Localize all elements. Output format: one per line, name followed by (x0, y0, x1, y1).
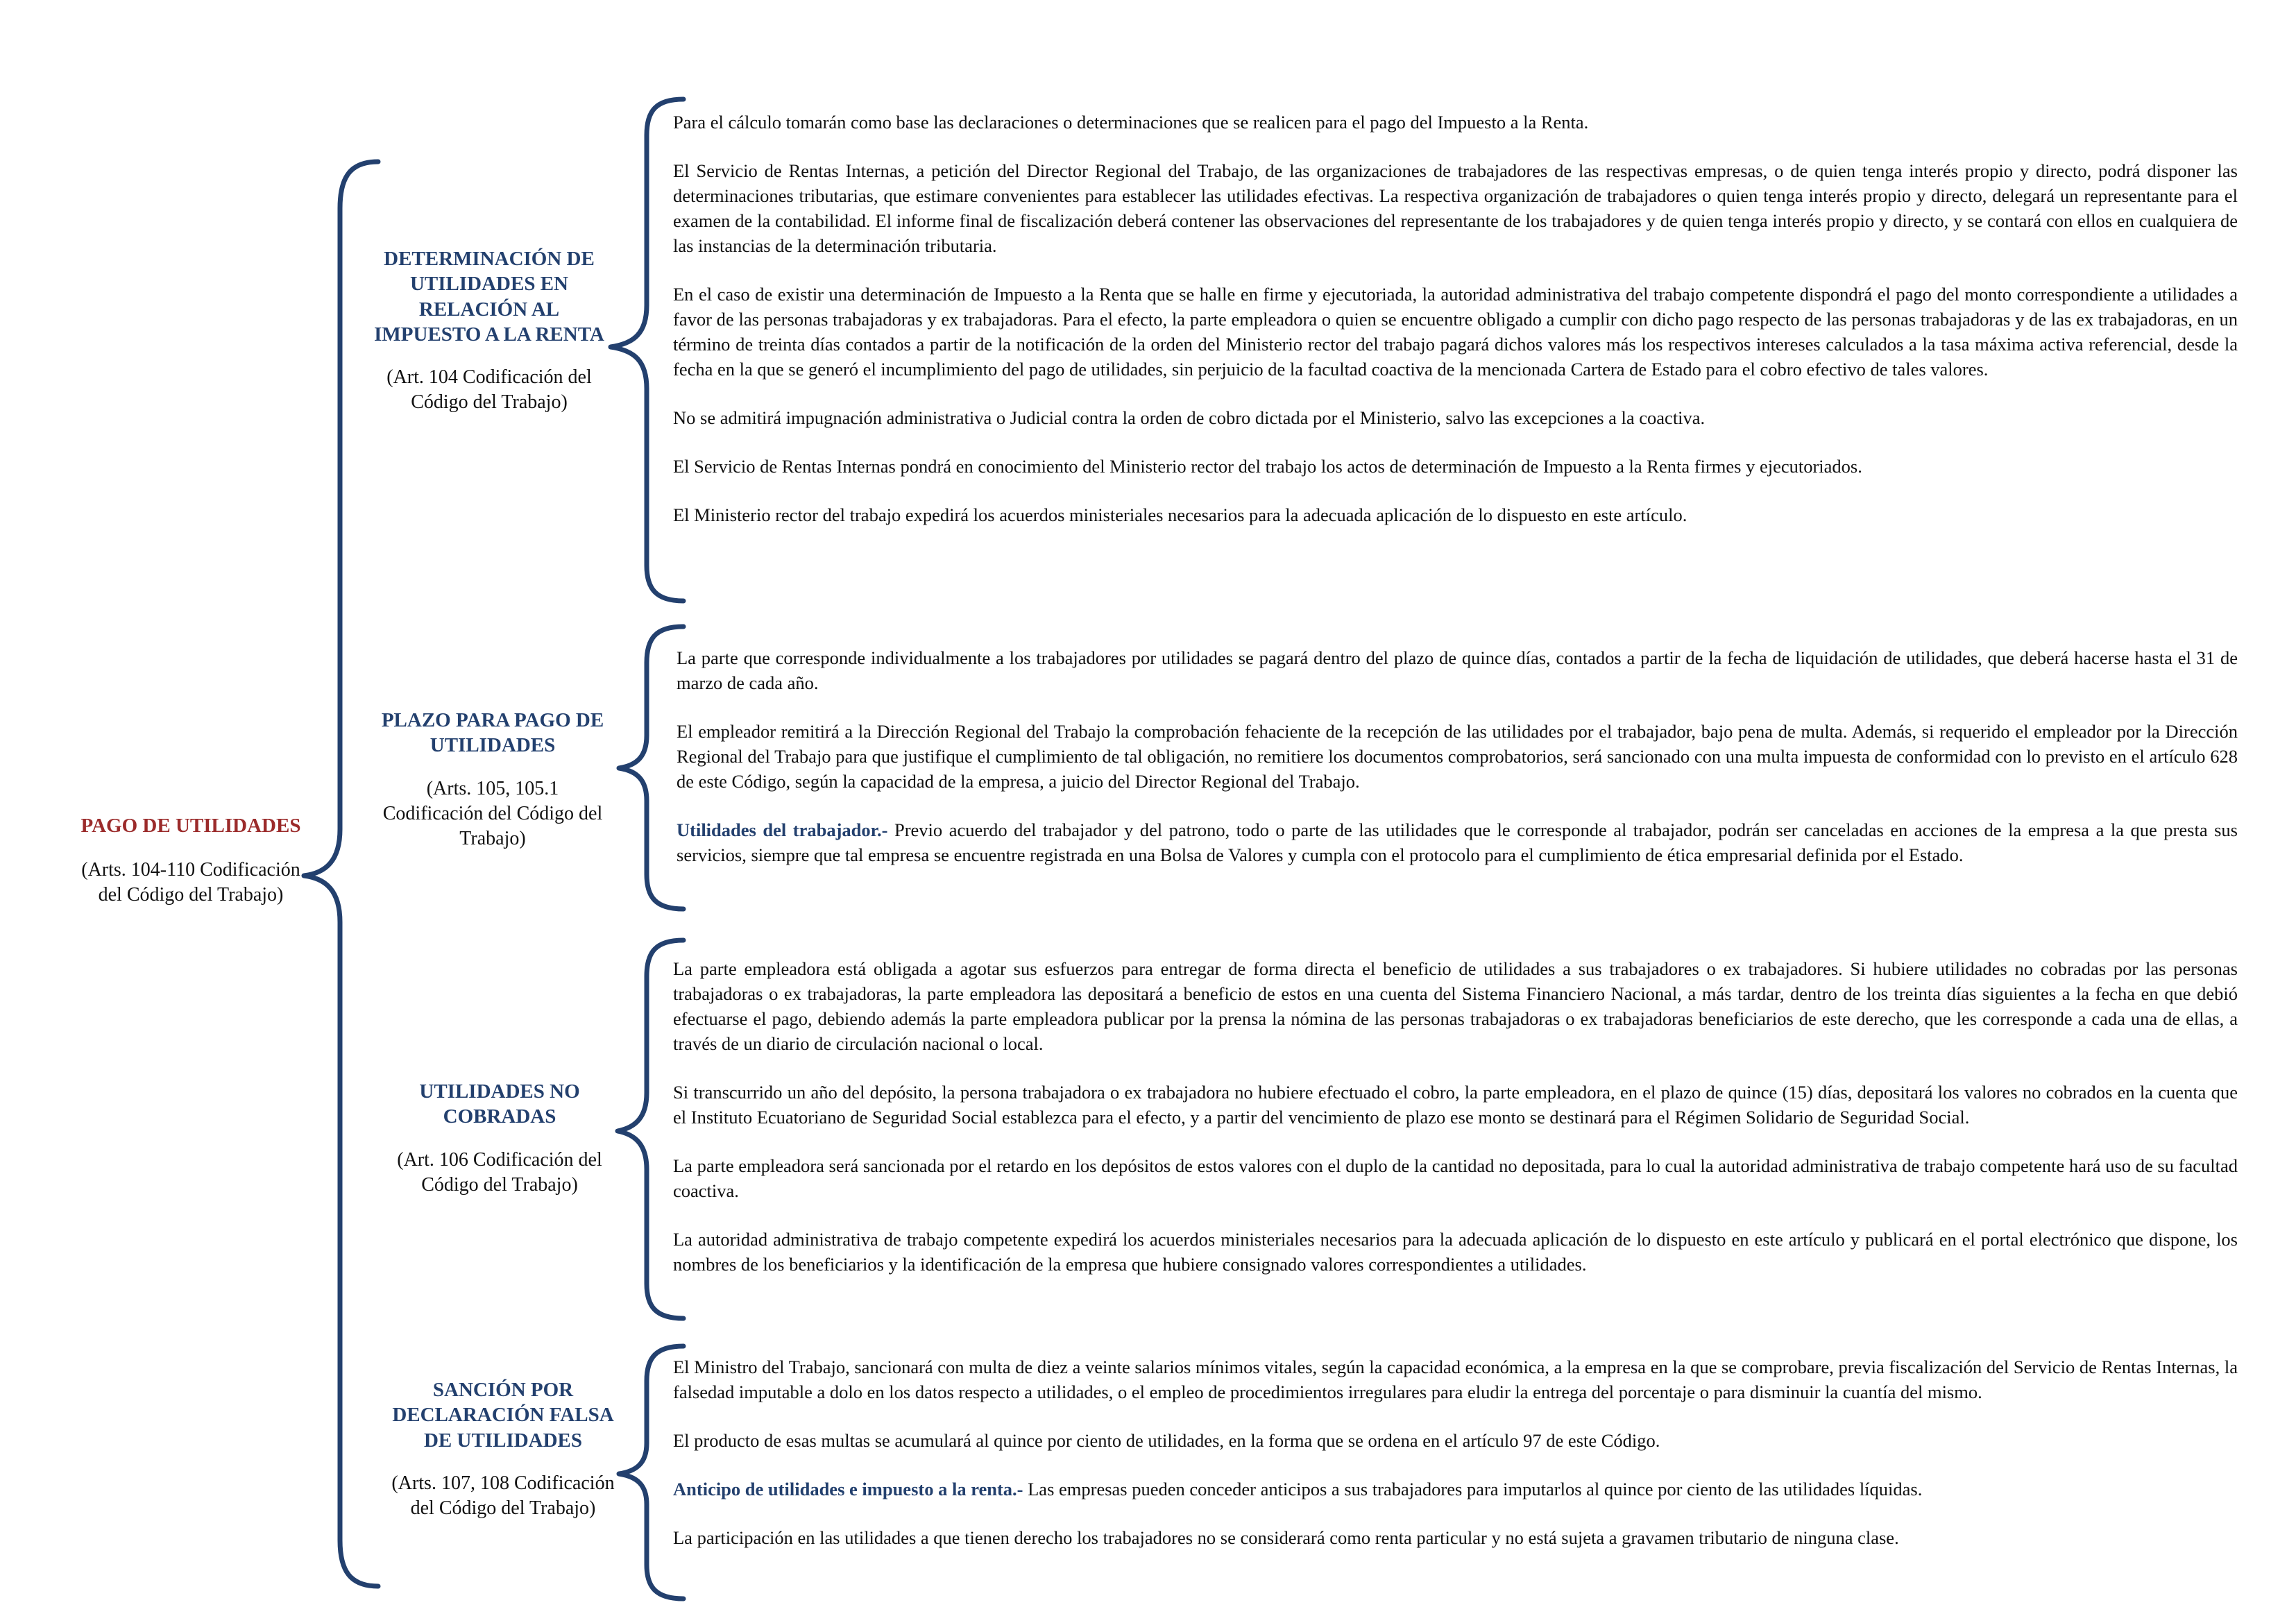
section-4-title: SANCIÓN POR DECLARACIÓN FALSA DE UTILIDADES (392, 1379, 614, 1452)
section-3-ref: (Art. 106 Codificación del Código del Trabajo) (397, 1148, 602, 1196)
root-ref: (Arts. 104-110 Codificación del Código del Trabajo) (81, 858, 300, 906)
section-3-label (385, 1079, 614, 1198)
paragraph: La parte empleadora está obligada a agotar sus esfuerzos para entregar de forma directa el beneficio de utilidades a sus trabajadores o ex trabajadores. Si hubiere utilidades no cobradas por las personas trabajadoras o ex trabajadoras, la parte empleadora las depositará a beneficio de estos en una cuenta del Sistema Financiero Nacional, a más tardar, dentro de los treinta días siguientes a la fecha en que debió efectuarse el pago, debiendo además la parte empleadora publicar por la prensa la nómina de las personas trabajadoras o ex trabajadoras beneficiarios de este derecho, que les corresponde a cada una de ellas, a través de un diario de circulación nacional o local. (673, 958, 2238, 1054)
paragraph: Si transcurrido un año del depósito, la persona trabajadora o ex trabajadora no hubiere efectuado el cobro, la parte empleadora, en el plazo de quince (15) días, depositará los valores no cobrados en la cuenta que el Instituto Ecuatoriano de Seguridad Social establezca para el efecto, y a partir del vencimiento de plazo ese monto se destinará para el Régimen Solidario de Seguridad Social. (673, 1082, 2238, 1128)
paragraph: No se admitirá impugnación administrativa o Judicial contra la orden de cobro dictada por el Ministerio, salvo las excepciones a la coactiva. (673, 407, 1706, 428)
paragraph: El empleador remitirá a la Dirección Regional del Trabajo la comprobación fehaciente de la recepción de las utilidades por el trabajador, bajo pena de multa. Además, si requerido el empleador por la Dirección Regional del Trabajo para que justifique el cumplimiento de tal obligación, no remitiere los documentos comprobatorios, será sancionado con una multa impuesta de conformidad con lo previsto en el artículo 628 de este Código, según la capacidad de la empresa, a juicio del Director Regional del Trabajo. (677, 721, 2238, 792)
section-2-label (378, 708, 607, 852)
root-title: PAGO DE UTILIDADES (80, 815, 301, 837)
section-2-ref: (Arts. 105, 105.1 Codificación del Código del Trabajo) (382, 777, 603, 850)
paragraph: El Servicio de Rentas Internas pondrá en conocimiento del Ministerio rector del trabajo los actos de determinación de Impuesto a la Renta firmes y ejecutoriados. (673, 456, 1862, 477)
paragraph: En el caso de existir una determinación de Impuesto a la Renta que se halle en firme y ejecutoriada, la autoridad administrativa del trabajo competente dispondrá el pago del monto correspondiente a utilidades a favor de las personas trabajadoras y ex trabajadoras. Para el efecto, la parte empleadora o quien se encuentre obligado a cumplir con dicho pago respecto de las personas trabajadoras y de las ex trabajadoras, en un término de treinta días contados a partir de la notificación de la orden del Ministerio rector del trabajo pagará dichos valores más los respectivos intereses calculados a la tasa máxima activa referencial, desde la fecha en la que se generó el incumplimiento del pago de utilidades, sin perjuicio de la facultad coactiva de la mencionada Cartera de Estado para el cobro efectivo de tales valores. (673, 284, 2238, 380)
paragraph: El Ministro del Trabajo, sancionará con multa de diez a veinte salarios mínimos vitales, según la capacidad económica, a la empresa en la que se comprobare, previa fiscalización del Servicio de Rentas Internas, la falsedad imputable a dolo en los datos respecto a utilidades, o el empleo de procedimientos irregulares para eludir la entrega del porcentaje o para disminuir la cuantía del mismo. (673, 1357, 2238, 1402)
section-1-title: DETERMINACIÓN DE UTILIDADES EN RELACIÓN AL IMPUESTO A LA RENTA (374, 248, 604, 346)
root-node (73, 813, 309, 908)
section-3-paragraphs (673, 956, 2238, 1277)
section-4-paragraphs (673, 1354, 2238, 1550)
section-4-label (389, 1377, 618, 1522)
paragraph: La participación en las utilidades a que tienen derecho los trabajadores no se considerará como renta particular y no está sujeta a gravamen tributario de ninguna clase. (673, 1527, 1899, 1548)
section-2-title: PLAZO PARA PAGO DE UTILIDADES (381, 709, 604, 757)
paragraph: El Ministerio rector del trabajo expedirá los acuerdos ministeriales necesarios para la adecuada aplicación de lo dispuesto en este artículo. (673, 504, 1687, 525)
section-2-brace (619, 627, 683, 909)
paragraph: El producto de esas multas se acumulará al quince por ciento de utilidades, en la forma que se ordena en el artículo 97 de este Código. (673, 1430, 1660, 1451)
paragraph: La parte que corresponde individualmente a los trabajadores por utilidades se pagará dentro del plazo de quince días, contados a partir de la fecha de liquidación de utilidades, que deberá hacerse hasta el 31 de marzo de cada año. (677, 647, 2238, 693)
paragraph: La autoridad administrativa de trabajo competente expedirá los acuerdos ministeriales necesarios para la adecuada aplicación de lo dispuesto en este artículo y publicará en el portal electrónico que dispone, los nombres de los beneficiarios y la identificación de la empresa que hubiere consignado valores correspondientes a utilidades. (673, 1229, 2238, 1275)
section-1-ref: (Art. 104 Codificación del Código del Trabajo) (386, 366, 592, 414)
paragraph: Para el cálculo tomarán como base las declaraciones o determinaciones que se realicen para el pago del Impuesto a la Renta. (673, 112, 1589, 133)
paragraph: Anticipo de utilidades e impuesto a la renta.- Las empresas pueden conceder anticipos a sus trabajadores para imputarlos al quince por ciento de las utilidades líquidas. (673, 1479, 1923, 1499)
paragraph: La parte empleadora será sancionada por el retardo en los depósitos de estos valores con el duplo de la cantidad no depositada, para lo cual la autoridad administrativa de trabajo competente hará uso de su facultad coactiva. (673, 1155, 2238, 1201)
root-brace (304, 162, 378, 1586)
section-2-paragraphs (677, 645, 2238, 867)
section-1-paragraphs (673, 110, 2238, 527)
section-4-ref: (Arts. 107, 108 Codificación del Código del Trabajo) (391, 1472, 615, 1520)
section-3-title: UTILIDADES NO COBRADAS (419, 1080, 580, 1128)
paragraph: Utilidades del trabajador.- Previo acuerdo del trabajador y del patrono, todo o parte de las utilidades que le corresponde al trabajador, podrán ser canceladas en acciones de la empresa a la que presta sus servicios, siempre que tal empresa se encuentre registrada en una Bolsa de Valores y cumpla con el protocolo para el cumplimiento de ética empresarial definida por el Estado. (677, 819, 2238, 865)
paragraph: El Servicio de Rentas Internas, a petición del Director Regional del Trabajo, de las organizaciones de trabajadores de las respectivas empresas, o de quien tenga interés propio y directo, podrá disponer las determinaciones tributarias, que estimare convenientes para establecer las utilidades efectivas. La respectiva organización de trabajadores o quien tenga interés propio y directo, delegará un representante para el examen de la contabilidad. El informe final de fiscalización deberá contener las observaciones del representante de los trabajadores y de quien tenga interés propio y directo, y se contará con ellos en cualquiera de las instancias de la determinación tributaria. (673, 160, 2238, 256)
section-1-label (368, 246, 611, 416)
